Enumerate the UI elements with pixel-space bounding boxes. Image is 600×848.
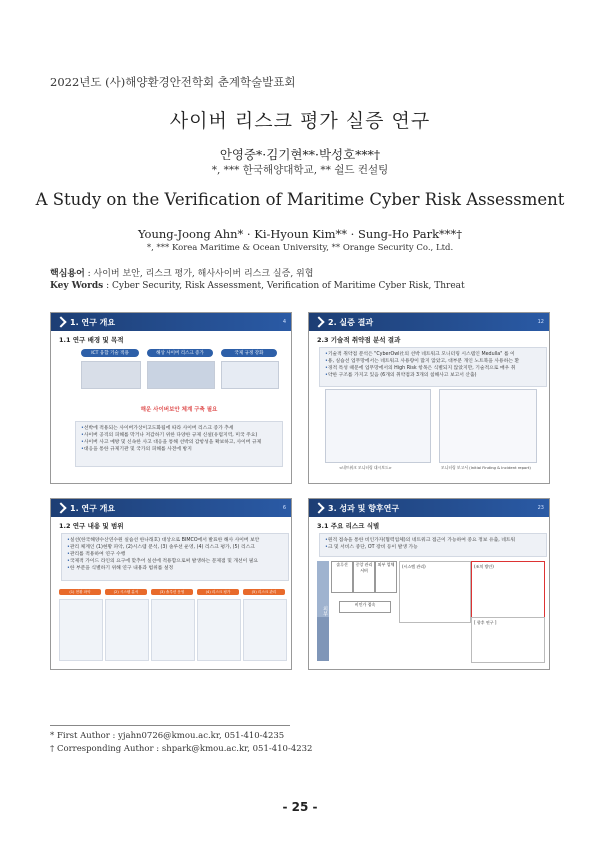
title-korean: 사이버 리스크 평가 실증 연구 — [169, 110, 431, 132]
keywords-korean-label: 핵심용어 — [50, 269, 85, 279]
side-label-external: 외부 — [317, 561, 329, 661]
slide-title: 3. 성과 및 향후연구 — [328, 503, 400, 513]
box-solution: 솔루션 — [331, 561, 353, 593]
regulation-logos-image — [221, 361, 279, 389]
slide-page: 6 — [282, 505, 286, 511]
column-cell — [59, 599, 103, 661]
bullet-item: • 국제적 가이드 라인의 요구에 맞추어 실선에 적용함으로써 발생하는 문제점 및 개선이 필요 — [67, 558, 283, 565]
slide-header — [309, 313, 549, 331]
bullet-item: • 크 및 서비스 중단, OT 장비 등이 발생 가능 — [325, 544, 541, 551]
affiliation-english: *, *** Korea Maritime & Ocean University, ** Orange Security Co., Ltd. — [146, 243, 454, 253]
report-screenshot — [439, 389, 537, 463]
bullet-item: • 용, 실습선 업무망에서는 네트워크 사용량이 많지 않았고, 대부분 개인 노트북을 사용하는 환 — [325, 358, 541, 365]
box-central-server: 중앙 관리 서버 — [353, 561, 375, 593]
side-label-internal — [317, 617, 329, 661]
dashboard-caption: <네트워크 모니터링 대시보드> — [339, 465, 392, 470]
authors-english: Young-Joong Ahn* · Ki-Hyoun Kim** · Sung-Ho Park***† — [137, 227, 463, 241]
bullet-item: • 선박에 적용되는 사이버가상이고도화됨에 따라 사이버 리스크 증가 추세 — [81, 425, 277, 432]
bullet-item: • 사이버 사고 예방 및 신속한 사고 대응을 통해 선박의 감항성을 확보하고, 사이버 규제 — [81, 439, 277, 446]
column-solution: (3) 솔루션 운영 — [151, 589, 193, 595]
slide-subtitle: 2.3 기술적 취약점 분석 결과 — [317, 336, 401, 344]
slide-page: 23 — [537, 505, 544, 511]
keywords-english — [50, 281, 465, 291]
bullet-item: • 경적 특성 때문에 업무망에서의 High Risk 항목은 식별되지 않았지만, 기술적으로 매우 취 — [325, 365, 541, 372]
slide-subtitle: 3.1 주요 리스크 식별 — [317, 522, 380, 530]
bullet-item: • 약한 구조를 가지고 있음 (6개의 취약점과 3개의 침해사고 보고서 산출) — [325, 372, 541, 379]
title-english: A Study on the Verification of Maritime Cyber Risk Assessment — [35, 190, 565, 209]
bullet-item: • 관리를 적용하여 연구 수행 — [67, 551, 283, 558]
box-future-research: [ 향후 연구 ] — [471, 617, 545, 663]
footnote-corresponding-author: † Corresponding Author : shpark@kmou.ac.kr, 051-410-4232 — [50, 744, 313, 754]
column-status: (1) 현황 파악 — [59, 589, 101, 595]
column-risk-assess: (4) 리스크 평가 — [197, 589, 239, 595]
bullet-item: • 관리 체계인 (1)현황 파악, (2)시스템 분석, (3) 솔루션 운영, (4) 리스크 평가, (5) 리스크 — [67, 544, 283, 551]
keywords-english-text: : Cyber Security, Risk Assessment, Verification of Maritime Cyber Risk, Threat — [106, 281, 465, 291]
footnote-divider — [50, 725, 290, 726]
bullet-box — [319, 347, 547, 387]
keywords-korean — [50, 266, 313, 279]
footnote-first-author: * First Author : yjahn0726@kmou.ac.kr, 051-410-4235 — [50, 731, 285, 741]
slide-page: 12 — [537, 319, 544, 325]
column-cell — [151, 599, 195, 661]
box-countermeasures: (조치 방안) — [471, 561, 545, 619]
column-cell — [243, 599, 287, 661]
bullet-item: • 기술적 취약점 분석은 "CyberOwl社의 선박 네트워크 모니터링 시스템인 Medulla" 를 이 — [325, 351, 541, 358]
slide-title: 2. 실증 결과 — [328, 317, 374, 327]
report-caption: 모니터링 보고서 (Initial Finding & Incident report) — [441, 465, 531, 470]
bullet-item: • 실선(한국해양수산연수원 실습선 한나래호) 대상으로 BIMCO에서 발표한 해사 사이버 보안 — [67, 537, 283, 544]
slide-title: 1. 연구 개요 — [70, 503, 116, 513]
affiliation-korean: *, *** 한국해양대학교, ** 쉴드 컨설팅 — [211, 164, 389, 176]
slide-research-background — [50, 312, 292, 484]
keywords-english-label: Key Words — [50, 281, 104, 291]
column-risk-manage: (5) 리스크 관리 — [243, 589, 285, 595]
authors-korean: 안영중*·김기현**·박성호***† — [219, 147, 381, 162]
bullet-item: • 한 부분을 식별하기 위해 연구 내용과 범위를 설정 — [67, 565, 283, 572]
column-system: (2) 시스템 분석 — [105, 589, 147, 595]
column-cell — [105, 599, 149, 661]
oil-rig-image — [147, 361, 215, 389]
bullet-box — [319, 533, 547, 557]
box-external-vendor: 외부 업체 — [375, 561, 397, 593]
box-system-management: (시스템 관리) — [399, 561, 471, 623]
pill-ict: ICT 융합 기술 적용 — [81, 349, 139, 357]
dashboard-screenshot — [325, 389, 431, 463]
slide-subtitle: 1.1 연구 배경 및 목적 — [59, 336, 124, 344]
chevron-icon — [313, 502, 324, 513]
bullet-item: • 사이버 공격의 피해를 막거나 저감하기 위한 다양한 규제 신설(유럽지역, 미국 주요) — [81, 432, 277, 439]
slide-verification-results — [308, 312, 550, 484]
bullet-item: • 원격 접속을 통한 비인가자(협력업체)의 네트워크 접근이 가능하여 중요 정보 유출, 네트워 — [325, 537, 541, 544]
chevron-icon — [55, 316, 66, 327]
bullet-item: • 대응을 통한 규제기관 및 국가의 피해를 사전에 방지 — [81, 446, 277, 453]
pill-cyber-risk: 해상 사이버 리스크 증가 — [147, 349, 213, 357]
slide-subtitle: 1.2 연구 내용 및 범위 — [59, 522, 124, 530]
slide-title: 1. 연구 개요 — [70, 317, 116, 327]
bullet-box — [75, 421, 283, 467]
key-message: 해운 사이버보안 체계 구축 필요 — [140, 407, 218, 413]
slide-research-scope — [50, 498, 292, 670]
slide-header — [51, 499, 291, 517]
pill-regulation: 국제 규정 강화 — [221, 349, 277, 357]
chevron-icon — [55, 502, 66, 513]
chevron-icon — [313, 316, 324, 327]
conference-header: 2022년도 (사)해양환경안전학회 춘계학술발표회 — [50, 75, 296, 89]
bullet-box — [61, 533, 289, 581]
slide-header — [309, 499, 549, 517]
slide-header — [51, 313, 291, 331]
ship-network-image — [81, 361, 141, 389]
column-cell — [197, 599, 241, 661]
keywords-korean-text: : 사이버 보안, 리스크 평가, 해사사이버 리스크 실증, 위협 — [87, 269, 314, 279]
page-number: - 25 - — [282, 800, 318, 814]
slide-page: 4 — [282, 319, 286, 325]
slide-results-future — [308, 498, 550, 670]
box-unauthorized-access: 비인가 접속 — [339, 601, 391, 613]
